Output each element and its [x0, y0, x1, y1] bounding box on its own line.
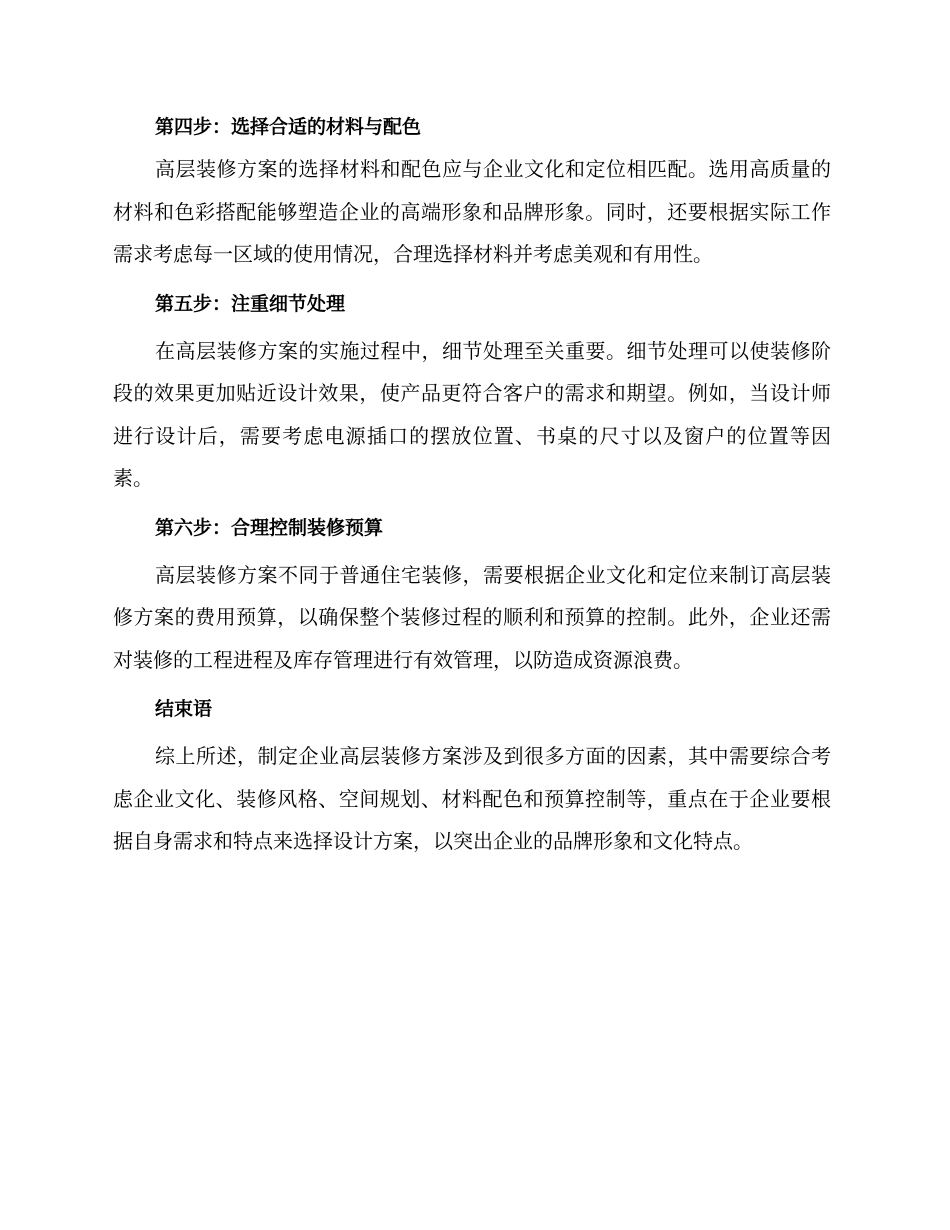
section-paragraph: 综上所述，制定企业高层装修方案涉及到很多方面的因素，其中需要综合考虑企业文化、装修风格、空间规划、材料配色和预算控制等，重点在于企业要根据自身需求和特点来选择设计方案，以突出企业的品牌形象和文化特点。 [113, 744, 831, 853]
section-heading: 第五步：注重细节处理 [155, 292, 346, 315]
section-paragraph: 高层装修方案不同于普通住宅装修，需要根据企业文化和定位来制订高层装修方案的费用预算，以确保整个装修过程的顺利和预算的控制。此外，企业还需对装修的工程进程及库存管理进行有效管理，以防造成资源浪费。 [113, 562, 831, 672]
section-heading: 第四步：选择合适的材料与配色 [155, 116, 422, 138]
section-step-4 [113, 108, 831, 276]
section-step-6 [113, 509, 831, 682]
section-heading: 结束语 [155, 698, 213, 720]
document-page [113, 108, 831, 872]
section-paragraph: 高层装修方案的选择材料和配色应与企业文化和定位相匹配。选用高质量的材料和色彩搭配能够塑造企业的高端形象和品牌形象。同时，还要根据实际工作需求考虑每一区域的使用情况，合理选择材料并考虑美观和有用性。 [113, 157, 831, 266]
section-paragraph: 在高层装修方案的实施过程中，细节处理至关重要。细节处理可以使装修阶段的效果更加贴近设计效果，使产品更符合客户的需求和期望。例如，当设计师进行设计后，需要考虑电源插口的摆放位置、书桌的尺寸以及窗户的位置等因素。 [113, 338, 831, 490]
section-conclusion [113, 690, 831, 863]
section-step-5 [113, 285, 831, 500]
section-heading: 第六步：合理控制装修预算 [155, 516, 384, 539]
